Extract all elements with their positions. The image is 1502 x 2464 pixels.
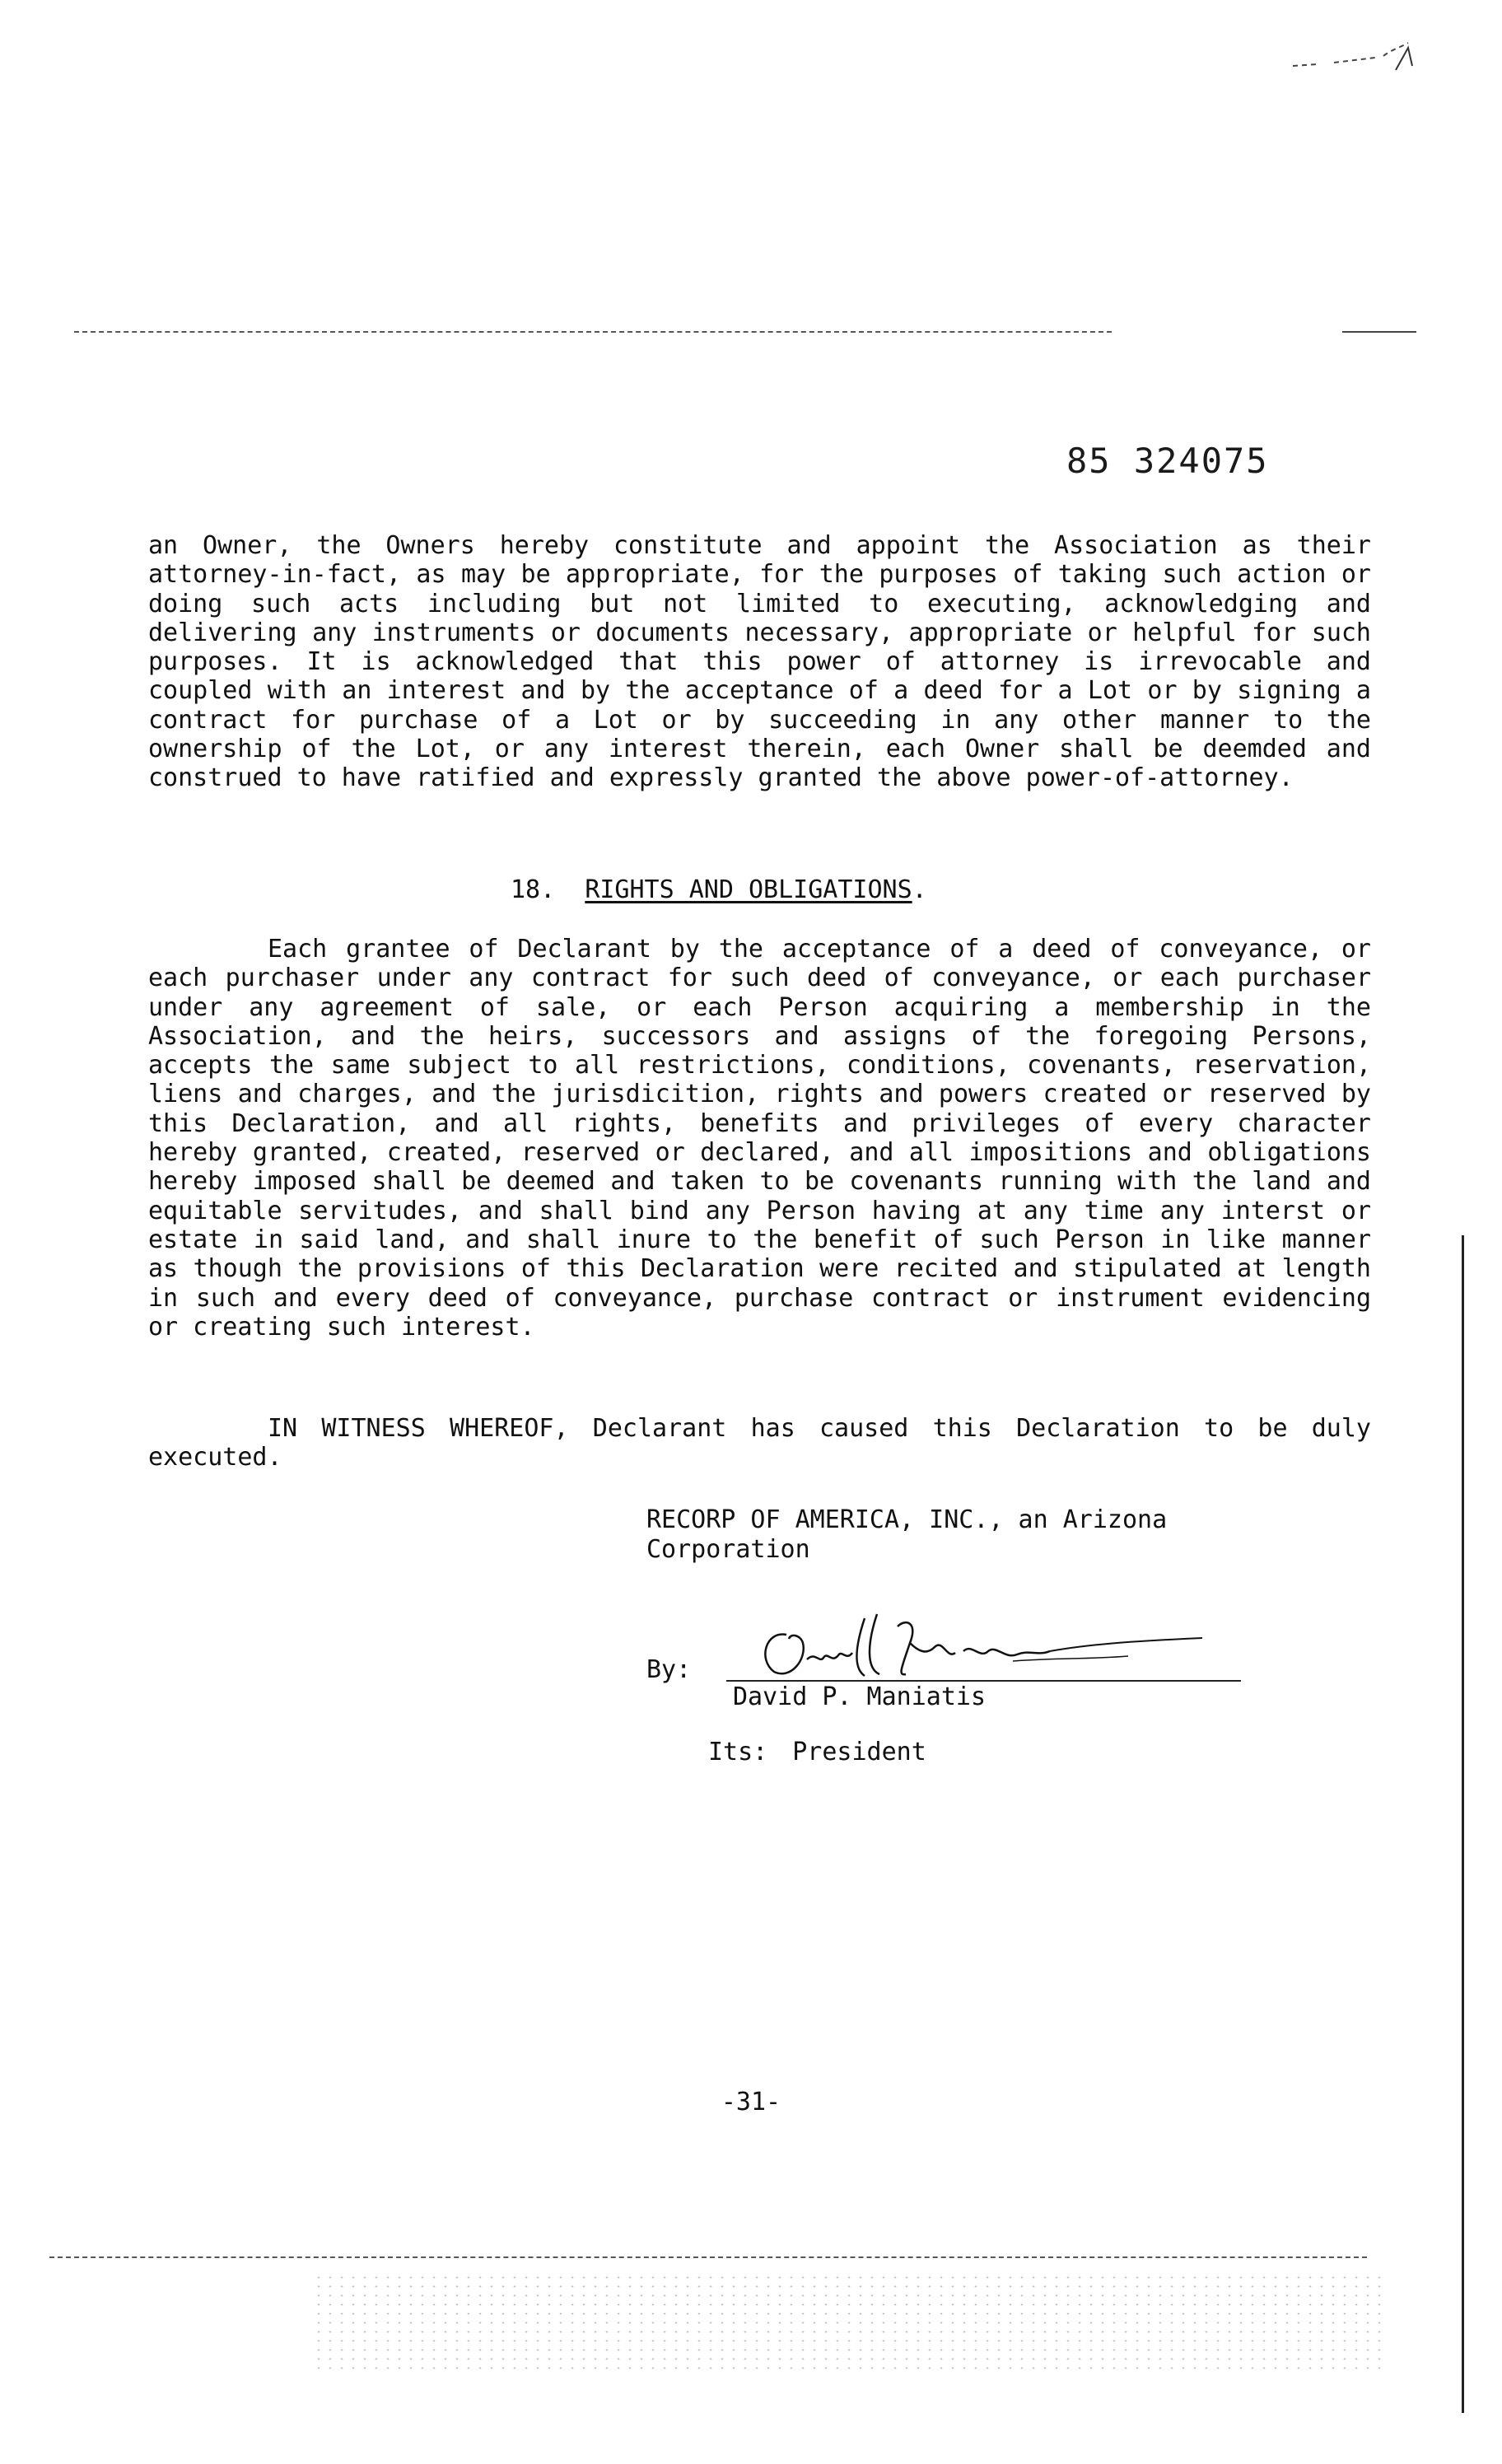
company-type: Corporation bbox=[646, 1535, 810, 1564]
signer-title: President bbox=[792, 1738, 926, 1766]
signer-title-row bbox=[708, 1738, 951, 1766]
recording-number: 85 324075 bbox=[1066, 441, 1269, 481]
scan-noise bbox=[313, 2273, 1383, 2372]
scan-mark-graphic bbox=[1285, 33, 1416, 82]
by-label: By: bbox=[646, 1655, 692, 1684]
its-label: Its: bbox=[708, 1738, 768, 1766]
section-number: 18. bbox=[511, 875, 556, 904]
signer-name: David P. Maniatis bbox=[733, 1682, 987, 1711]
section-heading bbox=[511, 875, 927, 904]
company-name: RECORP OF AMERICA, INC., an Arizona bbox=[646, 1505, 1168, 1534]
paragraph-attorney-in-fact: an Owner, the Owners hereby constitute and appoint the Association as their attorney-in-fact, as may be appropriate, for the purposes of taking such action or doing such acts including but not limited to executing, acknowledging and delivering any instruments or documents necessary, appropriate or helpful for such purposes. It is acknowledged that this power of attorney is irrevocable and coupled with an interest and by the acceptance of a deed for a Lot or by signing a contract for purchase of a Lot or by succeeding in any other manner to the ownership of the Lot, or any interest therein, each Owner shall be deemded and construed to have ratified and expressly granted the above power-of-attorney. bbox=[148, 531, 1371, 793]
page-edge-line bbox=[1462, 1235, 1464, 2413]
page-number: -31- bbox=[721, 2088, 781, 2116]
section-title-period: . bbox=[912, 875, 927, 904]
scan-artifact-line bbox=[74, 331, 1112, 333]
handwritten-signature bbox=[741, 1602, 1219, 1692]
scan-artifact-line bbox=[1342, 331, 1416, 333]
scan-artifact-line bbox=[49, 2256, 1367, 2258]
witness-clause: IN WITNESS WHEREOF, Declarant has caused this Declaration to be duly executed. bbox=[148, 1414, 1371, 1472]
section-title: RIGHTS AND OBLIGATIONS bbox=[585, 875, 912, 904]
paragraph-rights-obligations: Each grantee of Declarant by the acceptance of a deed of conveyance, or each purchaser under any contract for such deed of conveyance, or each purchaser under any agreement of sale, or each Person acquiring a membership in the Association, and the heirs, successors and assigns of the foregoing Persons, accepts the same subject to all restrictions, conditions, covenants, reservation, liens and charges, and the jurisdicition, rights and powers created or reserved by this Declaration, and all rights, benefits and privileges of every character hereby granted, created, reserved or declared, and all impositions and obligations hereby imposed shall be deemed and taken to be covenants running with the land and equitable servitudes, and shall bind any Person having at any time any interst or estate in said land, and shall inure to the benefit of such Person in like manner as though the provisions of this Declaration were recited and stipulated at length in such and every deed of conveyance, purchase contract or instrument evidencing or creating such interest. bbox=[148, 935, 1371, 1342]
signature-line bbox=[726, 1680, 1241, 1682]
signature-company-block bbox=[646, 1505, 1322, 1565]
